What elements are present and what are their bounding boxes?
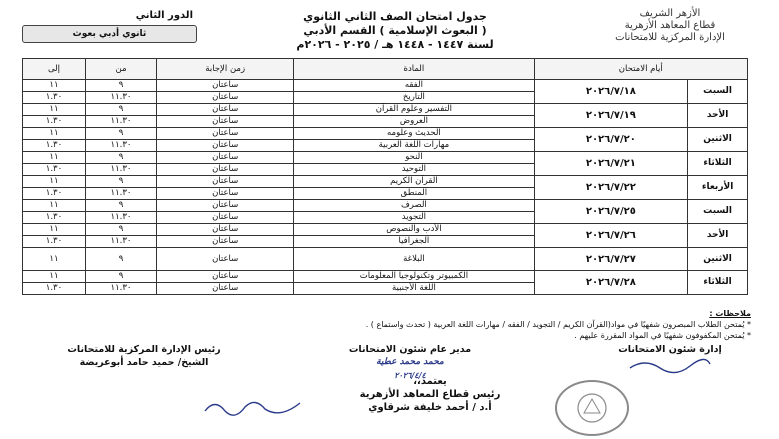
start-time-cell: ٩ (85, 200, 156, 212)
exam-day: السبت (688, 80, 748, 104)
handwritten-signature-icon (625, 356, 715, 376)
table-row (23, 176, 748, 188)
table-row (23, 80, 748, 92)
end-time-cell: ١١ (23, 104, 86, 116)
subject-cell: التوحيد (294, 164, 534, 176)
schedule-body (23, 80, 748, 295)
exam-date: ٢٠٢٦/٧/١٩ (534, 104, 688, 128)
document-title (235, 10, 555, 52)
duration-cell: ساعتان (157, 104, 294, 116)
end-time-cell: ١١ (23, 200, 86, 212)
signature-left (24, 343, 264, 369)
duration-cell: ساعتان (157, 224, 294, 236)
exam-day: الاثنين (688, 248, 748, 271)
end-time-cell: ١١ (23, 176, 86, 188)
center-signature-title: مدير عام شئون الامتحانات (348, 344, 472, 355)
start-time-cell: ٩ (85, 271, 156, 283)
end-time-cell: ١.٣٠ (23, 140, 86, 152)
approve-label: يعتمد،، (413, 376, 447, 387)
table-row (23, 128, 748, 140)
round-row (22, 8, 197, 23)
duration-cell: ساعتان (157, 200, 294, 212)
subject-cell: التفسير وعلوم القرآن (294, 104, 534, 116)
section-badge: ثانوي أدبي بعوث (22, 25, 197, 43)
duration-cell: ساعتان (157, 212, 294, 224)
end-time-cell: ١١ (23, 224, 86, 236)
table-row (23, 224, 748, 236)
right-signature-title: إدارة شئون الامتحانات (618, 344, 722, 355)
end-time-cell: ١١ (23, 271, 86, 283)
end-time-cell: ١.٣٠ (23, 116, 86, 128)
exam-date: ٢٠٢٦/٧/٢٨ (534, 271, 688, 295)
duration-cell: ساعتان (157, 236, 294, 248)
official-stamp-icon (555, 380, 629, 436)
table-row (23, 200, 748, 212)
subject-cell: الحديث وعلومه (294, 128, 534, 140)
approval-block (330, 375, 530, 414)
subject-cell: الأدب والنصوص (294, 224, 534, 236)
exam-day: الثلاثاء (688, 152, 748, 176)
duration-cell: ساعتان (157, 176, 294, 188)
exam-day: السبت (688, 200, 748, 224)
title-line-2: ( البعوث الإسلامية ) القسم الأدبي (303, 24, 487, 37)
end-time-cell: ١١ (23, 80, 86, 92)
start-time-cell: ٩ (85, 224, 156, 236)
signature-right (585, 343, 755, 380)
approve-title: رئيس قطاع المعاهد الأزهرية (359, 389, 501, 400)
start-time-cell: ١١.٣٠ (85, 236, 156, 248)
header-subject: المادة (294, 59, 534, 80)
org-line-3: الإدارة المركزية للامتحانات (615, 32, 725, 43)
duration-cell: ساعتان (157, 92, 294, 104)
left-signature-name: الشيخ/ حميد حامد أبوعريضة (79, 357, 209, 368)
end-time-cell: ١١ (23, 128, 86, 140)
subject-cell: الصرف (294, 200, 534, 212)
title-line-1: جدول امتحان الصف الثاني الثانوي (303, 10, 487, 23)
approve-name: أ.د / أحمد خليفة شرقاوي (368, 402, 492, 413)
end-time-cell: ١.٣٠ (23, 283, 86, 295)
exam-date: ٢٠٢٦/٧/٢٠ (534, 128, 688, 152)
start-time-cell: ٩ (85, 152, 156, 164)
exam-day: الاثنين (688, 128, 748, 152)
exam-day: الثلاثاء (688, 271, 748, 295)
notes-section (31, 308, 751, 341)
subject-cell: العروض (294, 116, 534, 128)
duration-cell: ساعتان (157, 128, 294, 140)
subject-cell: الجغرافيا (294, 236, 534, 248)
table-row (23, 152, 748, 164)
note-line-2: * يُمتحن المكفوفون شفهيًا في المواد المقررة عليهم . (574, 331, 751, 340)
subject-cell: مهارات اللغة العربية (294, 140, 534, 152)
center-signature-name: محمد محمد عطية (376, 357, 444, 367)
end-time-cell: ١.٣٠ (23, 236, 86, 248)
exam-day: الأحد (688, 224, 748, 248)
duration-cell: ساعتان (157, 140, 294, 152)
header-from: من (85, 59, 156, 80)
duration-cell: ساعتان (157, 188, 294, 200)
duration-cell: ساعتان (157, 248, 294, 271)
table-row (23, 271, 748, 283)
note-line-1: * يُمتحن الطلاب المبصرون شفهيًا في مواد(القرآن الكريم / التجويد / الفقه / مهارات اللغة العربية ( تحدث واستماع ) . (365, 320, 751, 329)
start-time-cell: ١١.٣٠ (85, 140, 156, 152)
org-line-2: قطاع المعاهد الأزهرية (624, 20, 716, 31)
table-row (23, 104, 748, 116)
table-header-row (23, 59, 748, 80)
subject-cell: البلاغة (294, 248, 534, 271)
start-time-cell: ٩ (85, 104, 156, 116)
header-to: إلى (23, 59, 86, 80)
notes-title: ملاحظات : (709, 309, 751, 318)
subject-cell: اللغة الأجنبية (294, 283, 534, 295)
schedule-table (22, 58, 748, 295)
exam-day: الأحد (688, 104, 748, 128)
subject-cell: الكمبيوتر وتكنولوجيا المعلومات (294, 271, 534, 283)
exam-date: ٢٠٢٦/٧/٢٥ (534, 200, 688, 224)
org-line-1: الأزهر الشريف (639, 8, 701, 19)
end-time-cell: ١١ (23, 248, 86, 271)
duration-cell: ساعتان (157, 283, 294, 295)
subject-cell: الفقه (294, 80, 534, 92)
approval-signature-icon (200, 393, 310, 423)
left-signature-title: رئيس الإدارة المركزية للامتحانات (67, 344, 221, 355)
duration-cell: ساعتان (157, 152, 294, 164)
end-time-cell: ١.٣٠ (23, 188, 86, 200)
exam-date: ٢٠٢٦/٧/٢٢ (534, 176, 688, 200)
exam-round-box (22, 8, 197, 43)
start-time-cell: ١١.٣٠ (85, 92, 156, 104)
start-time-cell: ١١.٣٠ (85, 164, 156, 176)
subject-cell: القرآن الكريم (294, 176, 534, 188)
exam-date: ٢٠٢٦/٧/٢١ (534, 152, 688, 176)
center-signature-date: ٢٠٢٦/٤/٤ (394, 370, 426, 380)
organization-header (575, 8, 765, 44)
start-time-cell: ٩ (85, 176, 156, 188)
header-duration: زمن الإجابة (157, 59, 294, 80)
duration-cell: ساعتان (157, 271, 294, 283)
start-time-cell: ١١.٣٠ (85, 283, 156, 295)
start-time-cell: ٩ (85, 248, 156, 271)
exam-date: ٢٠٢٦/٧/٢٦ (534, 224, 688, 248)
table-row (23, 248, 748, 271)
title-line-3: لسنة ١٤٤٧ - ١٤٤٨ هـ / ٢٠٢٥ - ٢٠٢٦م (296, 38, 494, 51)
subject-cell: التاريخ (294, 92, 534, 104)
exam-date: ٢٠٢٦/٧/١٨ (534, 80, 688, 104)
header-days: أيام الامتحان (534, 59, 747, 80)
end-time-cell: ١.٣٠ (23, 164, 86, 176)
duration-cell: ساعتان (157, 80, 294, 92)
start-time-cell: ١١.٣٠ (85, 188, 156, 200)
end-time-cell: ١.٣٠ (23, 92, 86, 104)
subject-cell: المنطق (294, 188, 534, 200)
subject-cell: التجويد (294, 212, 534, 224)
duration-cell: ساعتان (157, 164, 294, 176)
start-time-cell: ٩ (85, 80, 156, 92)
subject-cell: النحو (294, 152, 534, 164)
duration-cell: ساعتان (157, 116, 294, 128)
exam-day: الأربعاء (688, 176, 748, 200)
start-time-cell: ٩ (85, 128, 156, 140)
end-time-cell: ١١ (23, 152, 86, 164)
start-time-cell: ١١.٣٠ (85, 116, 156, 128)
exam-date: ٢٠٢٦/٧/٢٧ (534, 248, 688, 271)
start-time-cell: ١١.٣٠ (85, 212, 156, 224)
end-time-cell: ١.٣٠ (23, 212, 86, 224)
round-label: الدور الثاني (135, 10, 193, 21)
